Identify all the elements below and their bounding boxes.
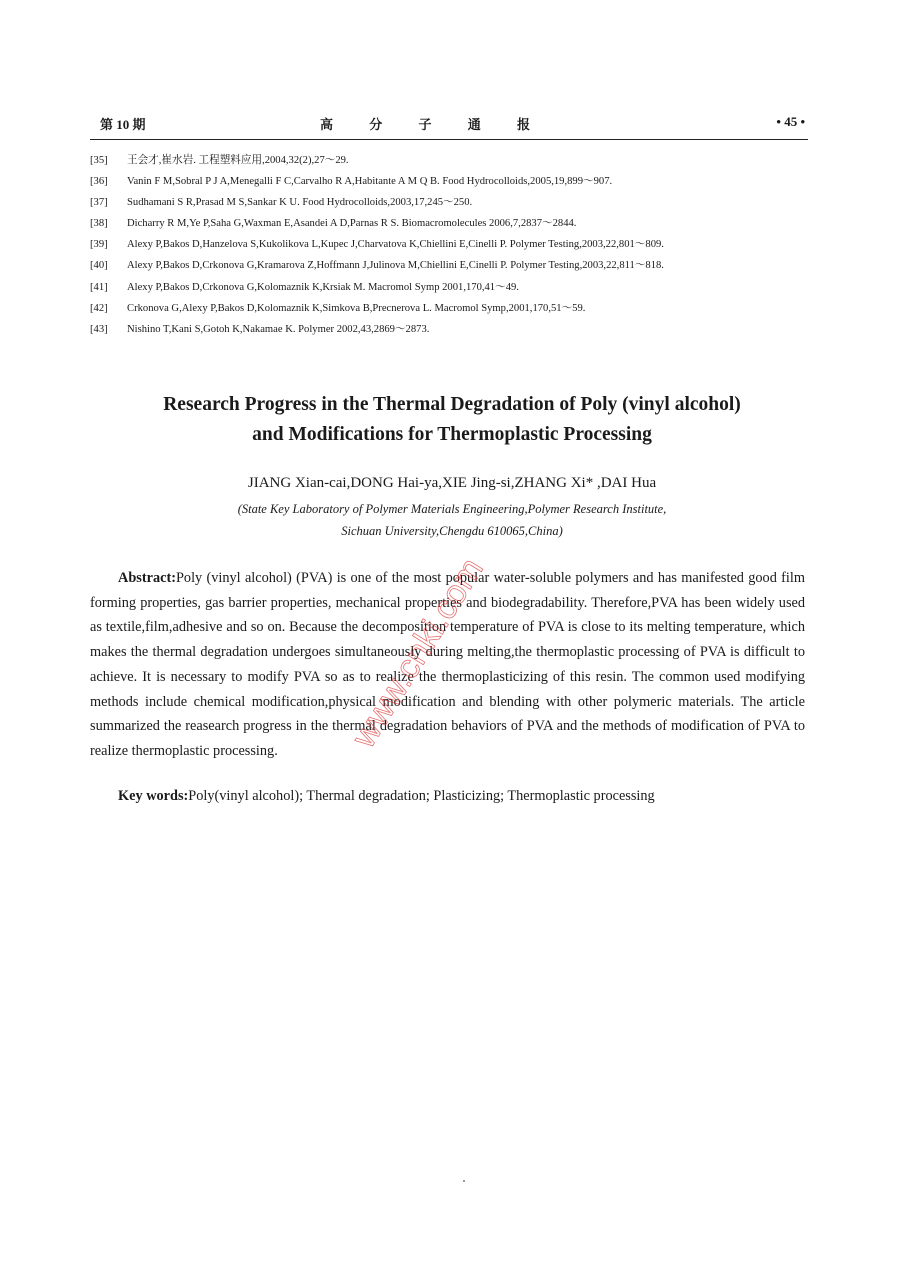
ref-num: [35] bbox=[90, 155, 108, 166]
abstract-text: Poly (vinyl alcohol) (PVA) is one of the most popular water-soluble polymers and has manifested good film forming properties, gas barrier properties, mechanical properties and biodegradability. Therefore,PVA has been widely used as textile,film,adhesive and so on. Because the decomposition temperature of PVA is close to its melting temperature, which makes the thermal degradation undergoes simultaneously during melting,the thermoplastic processing of PVA is difficult to achieve. It is necessary to modify PVA so as to realize the thermoplasticizing of this resin. The common used modifying methods include chemical modification,physical modification and blending with other polymeric materials. The article summarized the reasearch progress in the thermal degradation behaviors of PVA and the methods of modification of PVA to realize thermoplastic processing. bbox=[90, 570, 805, 759]
reference-item bbox=[90, 255, 810, 276]
journal-char: 通 bbox=[467, 117, 481, 132]
reference-list bbox=[90, 150, 810, 340]
journal-char: 子 bbox=[418, 117, 432, 132]
svg-text:www.cnki.com: www.cnki.com bbox=[344, 551, 491, 755]
ref-num: [38] bbox=[90, 218, 108, 230]
ref-num: [41] bbox=[90, 281, 108, 293]
ref-num: [43] bbox=[90, 323, 108, 335]
reference-item bbox=[90, 298, 810, 319]
keywords-label: Key words: bbox=[118, 788, 189, 804]
reference-item bbox=[90, 213, 810, 234]
ref-text: 王会才,崔水岩. 工程塑料应用,2004,32(2),27～29. bbox=[127, 155, 349, 166]
ref-text: Nishino T,Kani S,Gotoh K,Nakamae K. Polymer 2002,43,2869～2873. bbox=[127, 323, 430, 335]
page-number: • 45 • bbox=[776, 114, 805, 129]
abstract bbox=[90, 566, 805, 764]
ref-num: [36] bbox=[90, 176, 108, 188]
reference-item bbox=[90, 277, 810, 298]
title-line: and Modifications for Thermoplastic Processing bbox=[252, 424, 652, 445]
keywords bbox=[118, 788, 655, 805]
authors: JIANG Xian-cai,DONG Hai-ya,XIE Jing-si,ZHANG Xi* ,DAI Hua bbox=[247, 475, 657, 491]
keywords-text: Poly(vinyl alcohol); Thermal degradation; Plasticizing; Thermoplastic processing bbox=[188, 788, 655, 804]
journal-char: 报 bbox=[516, 117, 530, 132]
reference-item bbox=[90, 234, 810, 255]
ref-num: [39] bbox=[90, 239, 108, 251]
ref-text: Alexy P,Bakos D,Hanzelova S,Kukolikova L,Kupec J,Charvatova K,Chiellini E,Cinelli P. Polymer Testing,2003,22,801～809. bbox=[127, 239, 664, 251]
ref-num: [37] bbox=[90, 197, 108, 209]
abstract-label: Abstract: bbox=[118, 570, 176, 586]
title-line: Research Progress in the Thermal Degradation of Poly (vinyl alcohol) bbox=[163, 394, 741, 415]
running-header bbox=[100, 114, 805, 134]
ref-text: Crkonova G,Alexy P,Bakos D,Kolomaznik K,Simkova B,Precnerova L. Macromol Symp,2001,170,51～59. bbox=[127, 302, 586, 314]
ref-text: Dicharry R M,Ye P,Saha G,Waxman E,Asandei A D,Parnas R S. Biomacromolecules 2006,7,2837～2844. bbox=[127, 218, 577, 230]
ref-text: Alexy P,Bakos D,Crkonova G,Kramarova Z,Hoffmann J,Julinova M,Chiellini E,Cinelli P. Polymer Testing,2003,22,811～818. bbox=[127, 260, 664, 272]
reference-item bbox=[90, 319, 810, 340]
affiliation-line: (State Key Laboratory of Polymer Materials Engineering,Polymer Research Institute, bbox=[237, 502, 667, 516]
journal-name bbox=[320, 114, 530, 133]
header-rule bbox=[90, 139, 808, 140]
affiliation bbox=[0, 498, 904, 542]
page-mark bbox=[463, 1180, 465, 1182]
article-title bbox=[60, 390, 844, 450]
journal-char: 分 bbox=[369, 117, 383, 132]
reference-item bbox=[90, 150, 810, 171]
ref-text: Alexy P,Bakos D,Crkonova G,Kolomaznik K,Krsiak M. Macromol Symp 2001,170,41～49. bbox=[127, 281, 519, 293]
ref-num: [40] bbox=[90, 260, 108, 272]
journal-char: 高 bbox=[320, 117, 334, 132]
reference-item bbox=[90, 171, 810, 192]
affiliation-line: Sichuan University,Chengdu 610065,China) bbox=[341, 524, 563, 538]
reference-item bbox=[90, 192, 810, 213]
ref-num: [42] bbox=[90, 302, 108, 314]
ref-text: Vanin F M,Sobral P J A,Menegalli F C,Carvalho R A,Habitante A M Q B. Food Hydrocolloids,2005,19,899～907. bbox=[127, 176, 613, 188]
issue-number: 第 10 期 bbox=[100, 117, 146, 132]
ref-text: Sudhamani S R,Prasad M S,Sankar K U. Food Hydrocolloids,2003,17,245～250. bbox=[127, 197, 473, 209]
